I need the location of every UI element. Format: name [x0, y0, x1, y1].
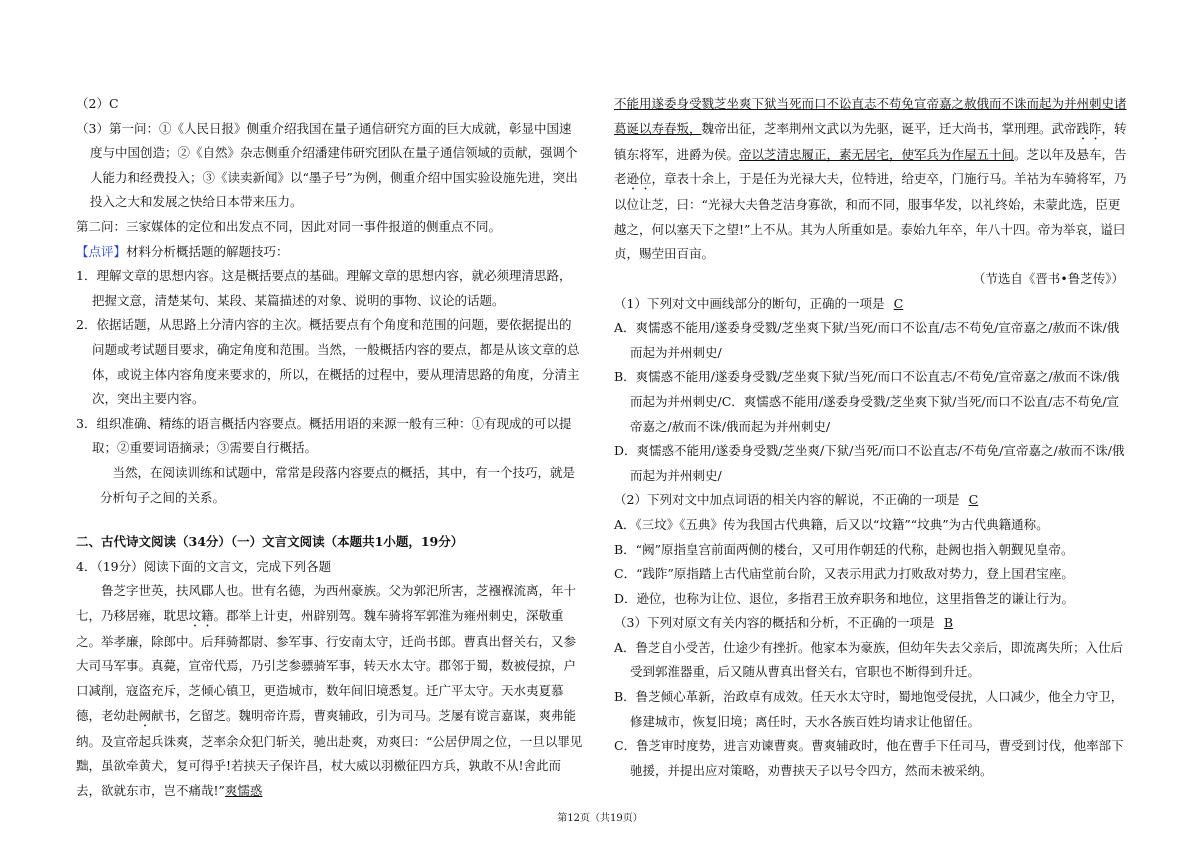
- option-1b-1c: B．爽懦惑不能用/遂委身受戮/芝坐爽下狱/当死/而口不讼直志/不苟免/宣帝嘉之/赦而不诛/俄而起为并州刺史/C．爽懦惑不能用/遂委身受戮/芝坐爽下狱/当死/而口不讼直/志不苟免/宣帝嘉之/赦而不诛/俄而起为并州刺史/: [614, 369, 1120, 434]
- dotted-word-jianzuo: 践阼: [1076, 120, 1102, 136]
- right-column: [614, 92, 1128, 783]
- dotted-word-fenji: 坟籍: [188, 607, 214, 623]
- dotted-word-que: 阙: [138, 707, 152, 723]
- comment-text: 材料分析概括题的解题技巧：: [126, 243, 289, 259]
- passage-source: （节选自《晋书•鲁芝传》）: [972, 270, 1124, 286]
- tip-3: 3．组织准确、精练的语言概括内容要点。概括用语的来源一般有三种：①有现成的可以提取；②重要词语摘录；③需要自行概括。: [76, 415, 572, 456]
- passage-part-1: 鲁芝字世英，扶风郿人也。世有名德，为西州豪族。父为郭汜所害，芝襁褓流离，年十七，乃移居雍，耽思坟籍。郡举上计吏，州辟别驾。魏车骑将军郭淮为雍州刺史，深敬重之。举孝廉，除郎中。后拜骑都尉、参军事、行安南太守，迁尚书郎。曹真出督关右，又参大司马军事。真薨，宣帝代焉，乃引芝参骠骑军事，转天水太守。郡邻于蜀，数被侵掠，户口减削，寇盗充斥，芝倾心镇卫，更造城市，数年间旧境悉复。迁广平太守。天水夷夏慕德，老幼赴阙献书，乞留芝。魏明帝许焉，曹爽辅政，引为司马。芝屡有谠言嘉谋，爽弗能纳。及宣帝起兵诛爽，芝率余众犯门斩关，驰出赴爽，劝爽曰：“公居伊周之位，一旦以罪见黜，虽欲牵黄犬，复可得乎!若挟天子保许昌，杖大威以羽檄征四方兵，孰敢不从!舍此而去，欲就东市，岂不痛哉!”爽懦惑: [76, 583, 583, 798]
- dotted-word-xunwei: 逊位: [626, 171, 652, 187]
- answer-q2: （2）C: [76, 96, 119, 111]
- spacer: [76, 510, 583, 530]
- subquestion-2-stem: （2）下列对文中加点词语的相关内容的解说，不正确的一项是 C: [614, 488, 1128, 513]
- answer-q3-part2: 第二问：三家媒体的定位和出发点不同，因此对同一事件报道的侧重点不同。: [76, 218, 502, 234]
- underlined-sentence-start: 爽懦惑: [224, 782, 263, 798]
- option-2c: C．“践阼”原指踏上古代庙堂前台阶，又表示用武力打败敌对势力，登上国君宝座。: [614, 566, 1074, 582]
- option-3b: B．鲁芝倾心革新，治政卓有成效。任天水太守时，蜀地饱受侵扰，人口减少，他全力守卫，修建城市，恢复旧境；离任时，天水各族百姓均请求让他留任。: [614, 689, 1124, 729]
- question-4-intro: 4．（19分）阅读下面的文言文，完成下列各题: [76, 558, 332, 574]
- tip-1: 1．理解文章的思想内容。这是概括要点的基础。理解文章的思想内容，就必须理清思路，把握文意，清楚某句、某段、某篇描述的对象、说明的事物、议论的话题。: [76, 268, 572, 308]
- subquestion-3-stem: （3）下列对原文有关内容的概括和分析，不正确的一项是 B: [614, 611, 1128, 636]
- option-2d: D．逊位，也称为让位、退位，多指君王放弃职务和地位，这里指鲁芝的谦让行为。: [614, 590, 1075, 606]
- subquestion-1-stem: （1）下列对文中画线部分的断句，正确的一项是 C: [614, 292, 1128, 317]
- option-3a: A．鲁芝自小受苦，仕途少有挫折。他家本为豪族，但幼年失去父亲后，即流离失所；入仕后受到郭淮器重，后又随从曹真出督关右，官职也不断得到升迁。: [614, 639, 1124, 680]
- underlined-sentence-2: 帝以芝清忠履正，素无居宅，使军兵为作屋五十间: [739, 146, 1015, 162]
- passage-part-2: 不能用遂委身受戮芝坐爽下狱当死而口不讼直志不苟免宣帝嘉之赦俄而不诛而起为并州刺史诸葛诞以寿春叛，魏帝出征，芝率荆州文武以为先驱，诞平，迁大尚书，掌刑理。武帝践阼，转镇东将军，进爵为侯。帝以芝清忠履正，素无居宅，使军兵为作屋五十间。芝以年及悬车，告老逊位，章表十余上，于是任为光禄大夫，位特进，给吏卒，门施行马。羊祜为车骑将军，乃以位让芝，曰：“光禄大夫鲁芝洁身寡欲，和而不同，服事华发，以礼终始，未蒙此选，臣更越之，何以塞天下之望!”上不从。其为人所重如是。泰始九年卒，年八十四。帝为举哀，谥曰贞，赐茔田百亩。: [614, 96, 1127, 262]
- option-2a: A．《三坟》《五典》传为我国古代典籍，后又以“坟籍”“坟典”为古代典籍通称。: [614, 516, 1049, 532]
- option-1d: D．爽懦惑不能用/遂委身受戮/芝坐爽/下狱/当死/而口不讼直志/不苟免/宣帝嘉之/赦而不诛/俄而起为并州刺史/: [614, 443, 1125, 483]
- answer-q3-part1: （3）第一问：①《人民日报》侧重介绍我国在量子通信研究方面的巨大成就，彰显中国速度与中国创造；②《自然》杂志侧重介绍潘建伟研究团队在量子通信领域的贡献，强调个人能力和经费投入；③《读卖新闻》以“墨子号”为例，侧重介绍中国实验设施先进，突出投入之大和发展之快给日本带来压力。: [76, 120, 578, 210]
- tip-conclusion: 当然，在阅读训练和试题中，常常是段落内容要点的概括，其中，有一个技巧，就是分析句子之间的关系。: [100, 464, 576, 505]
- underlined-sentence-rest: 不能用遂委身受戮芝坐爽下狱当死而口不讼直志不苟免宣帝嘉之赦俄而不诛而起为并州刺史诸葛诞以寿春叛，: [614, 96, 1127, 136]
- answer-blank-1: C: [893, 295, 904, 311]
- option-1a: A．爽懦惑不能用/遂委身受戮/芝坐爽下狱/当死/而口不讼直/志不苟免/宣帝嘉之/赦而不诛/俄而起为并州刺史/: [614, 320, 1120, 360]
- tip-2: 2．依据话题，从思路上分清内容的主次。概括要点有个角度和范围的问题，要依据提出的问题或考试题目要求，确定角度和范围。当然，一般概括内容的要点，都是从该文章的总体，或说主体内容角度来要求的，所以，在概括的过程中，要从理清思路的角度，分清主次，突出主要内容。: [76, 317, 580, 407]
- answer-blank-3: B: [943, 615, 954, 631]
- comment-heading: [76, 240, 583, 265]
- comment-tag: 【点评】: [76, 243, 127, 259]
- section-heading: 二、古代诗文阅读（34分）（一）文言文阅读（本题共1小题，19分）: [76, 534, 464, 550]
- page-footer: 第12页（共19页）: [557, 813, 643, 824]
- option-2b: B．“阙”原指皇宫前面两侧的楼台，又可用作朝廷的代称，赴阙也指入朝觐见皇帝。: [614, 541, 1074, 557]
- answer-blank-2: C: [968, 492, 979, 508]
- left-column: [76, 92, 583, 803]
- option-3c: C．鲁芝审时度势，进言劝谏曹爽。曹爽辅政时，他在曹手下任司马，曹受到讨伐，他率部下驰援，并提出应对策略，劝曹挟天子以号令四方，然而未被采纳。: [614, 738, 1124, 778]
